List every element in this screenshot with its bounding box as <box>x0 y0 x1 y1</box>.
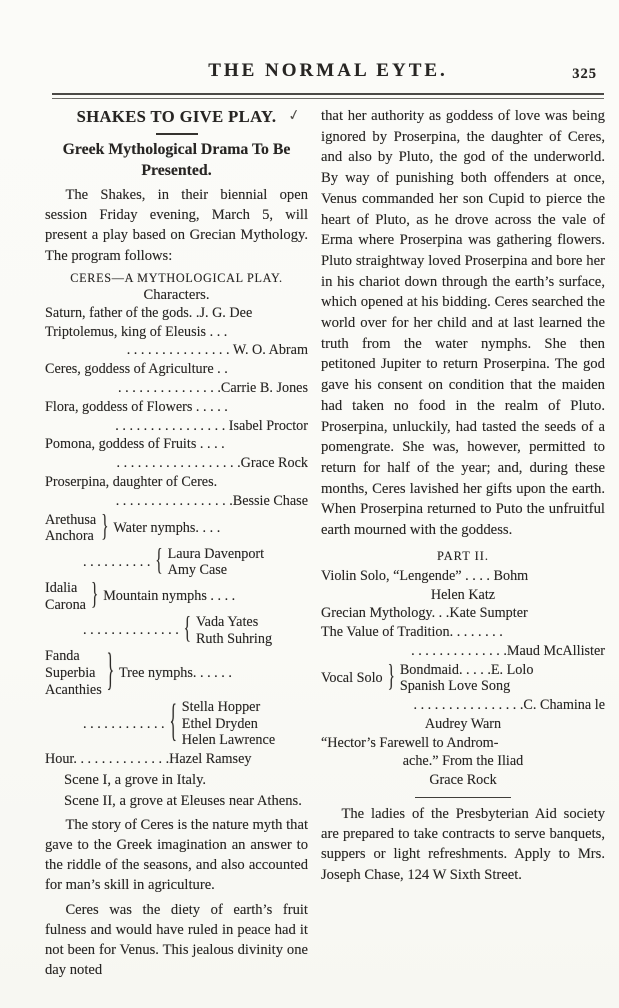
hector-line-1: “Hector’s Farewell to Androm- <box>321 734 499 751</box>
cast-line-flora: Flora, goddess of Flowers . . . . . <box>45 398 228 415</box>
article-subheadline-line1: Greek Mythological Drama To Be <box>62 141 291 158</box>
brace-icon: { <box>183 613 191 647</box>
right-column <box>321 104 605 980</box>
mountain-nymphs-group <box>45 580 308 613</box>
tradition-line: The Value of Tradition. . . . . . . . <box>321 624 503 641</box>
section-divider-rule <box>415 797 511 798</box>
publication-title: THE NORMAL EYTE. <box>208 60 448 81</box>
actor-name: Ethel Dryden <box>181 715 258 732</box>
water-nymphs-group <box>45 512 308 545</box>
cast-line-abram: . . . . . . . . . . . . . . . W. O. Abram <box>126 342 308 359</box>
vocal-composer: . . . . . . . . . . . . . . . .C. Chamina le <box>413 696 605 713</box>
vocal-performer: Audrey Warn <box>424 715 502 732</box>
cast-list <box>45 304 308 769</box>
tree-nymphs-names <box>45 648 102 698</box>
leader-dots: . . . . . . . . . . . . . . <box>83 622 179 639</box>
violin-solo-line: Violin Solo, “Lengende” . . . . Bohm <box>321 567 529 584</box>
cast-line-hour: Hour. . . . . . . . . . . . . .Hazel Ramsey <box>45 750 252 767</box>
continuation-paragraph: that her authority as goddess of love was being ignored by Proserpina, the daughter of Ceres, and also by Pluto, the god of the underworld. By way of punishing both offenders at once, Venus commanded her son Cupid to pierce the heart of Pluto, as he drove across the vale of Erma where Proserpina was gathering flowers. Pluto straightway loved Proserpina and bore her in his chariot down through the earth’s surface, which opened at his bidding. Ceres searched the world over for her child and at last learned the truth from the water nymphs. She then petitoned Jupiter to return Proserpina. The god gave his consent on condition that the maiden had taken no food in the realm of Pluto. Proserpina, unluckily, had tasted the seeds of a pomengrate. She was, however, permitted to return for half of the year; and, during these months, Ceres lavished her gifts upon the earth. When Proserpina returned to Puto the unfruitful earth mourned with the goddess. <box>321 108 605 539</box>
cast-line-ceres: Ceres, goddess of Agriculture . . <box>45 361 228 378</box>
masthead <box>50 60 606 82</box>
water-nymphs-label: Water nymphs. . . . <box>113 519 221 536</box>
cast-line-rock: . . . . . . . . . . . . . . . . . .Grace Rock <box>116 455 308 472</box>
brace-icon: } <box>101 510 109 544</box>
tree-nymph-name: Superbia <box>45 664 96 681</box>
tree-nymphs-group <box>45 648 308 698</box>
intro-paragraph: The Shakes, in their biennial open session Friday evening, March 5, will present a play based on Grecian Mythology. The program follows: <box>45 187 308 264</box>
tree-nymph-name: Fanda <box>45 648 80 665</box>
song-title: Bondmaid. . . . .E. Lolo <box>399 661 534 678</box>
vocal-solo-songs <box>400 662 534 695</box>
characters-heading: Characters. <box>143 286 210 303</box>
headline-rule <box>156 133 198 135</box>
grecian-mythology-line: Grecian Mythology. . .Kate Sumpter <box>321 605 528 622</box>
brace-icon: { <box>155 544 163 578</box>
cast-line-saturn: Saturn, father of the gods. .J. G. Dee <box>45 304 253 321</box>
story-paragraph: The story of Ceres is the nature myth that gave to the Greek imagination an answer to the riddle of the seasons, and also accounted for man’s skill in agriculture. <box>45 816 308 894</box>
cast-line-chase: . . . . . . . . . . . . . . . . .Bessie Chase <box>115 492 308 509</box>
mountain-nymphs-actors <box>196 614 272 647</box>
water-nymphs-names <box>45 512 96 545</box>
mountain-nymphs-label: Mountain nymphs . . . . <box>103 588 236 605</box>
article-columns <box>45 104 605 980</box>
cast-line-jones: . . . . . . . . . . . . . . .Carrie B. Jones <box>118 380 308 396</box>
tradition-performer: . . . . . . . . . . . . . .Maud McAllister <box>411 642 605 659</box>
brace-icon: { <box>169 698 177 747</box>
hector-line-2: ache.” From the Iliad <box>402 753 524 770</box>
pencil-checkmark-icon: ✓ <box>286 106 303 126</box>
ceres-paragraph: Ceres was the diety of earth’s fruit fulness and would have ruled in peace had it not been for Venus. This jealous divinity one day noted <box>45 901 308 979</box>
water-nymphs-cast <box>83 546 308 579</box>
water-nymph-name: Anchora <box>45 528 94 545</box>
mountain-nymph-name: Idalia <box>45 579 78 596</box>
article-subheadline-line2: Presented. <box>141 162 212 179</box>
cast-line-proserpina: Proserpina, daughter of Ceres. <box>45 473 218 490</box>
tree-nymphs-cast <box>83 699 308 749</box>
actor-name: Amy Case <box>167 562 228 579</box>
leader-dots: . . . . . . . . . . . . <box>83 715 165 732</box>
scene-two: Scene II, a grove at Eleuses near Athens. <box>63 792 302 809</box>
tree-nymph-name: Acanthies <box>45 681 102 698</box>
actor-name: Ruth Suhring <box>195 630 273 647</box>
song-title: Spanish Love Song <box>399 678 511 695</box>
masthead-rule <box>52 93 604 99</box>
actor-name: Vada Yates <box>195 614 259 631</box>
actor-name: Laura Davenport <box>167 545 265 562</box>
left-column <box>45 104 308 980</box>
program-part-two <box>321 567 605 790</box>
cast-line-proctor: . . . . . . . . . . . . . . . . Isabel Proctor <box>115 417 308 434</box>
brace-icon: } <box>387 660 395 694</box>
cast-line-pomona: Pomona, goddess of Fruits . . . . <box>45 436 225 453</box>
brace-icon: } <box>106 647 114 696</box>
notice-paragraph: The ladies of the Presbyterian Aid society are prepared to take contracts to serve banquets, suppers or light refreshments. Apply to Mrs. Joseph Chase, 124 W Sixth Street. <box>321 805 605 883</box>
leader-dots: . . . . . . . . . . <box>83 553 151 570</box>
tree-nymphs-actors <box>182 699 275 749</box>
brace-icon: } <box>90 579 99 612</box>
page-number: 325 <box>572 66 597 82</box>
mountain-nymphs-cast <box>83 614 308 647</box>
actor-name: Helen Lawrence <box>181 732 276 749</box>
actor-name: Stella Hopper <box>181 699 261 716</box>
vocal-solo-label: Vocal Solo <box>321 669 383 686</box>
mountain-nymphs-names <box>45 580 86 613</box>
water-nymphs-actors <box>168 546 265 579</box>
article-headline: SHAKES TO GIVE PLAY. <box>76 107 277 126</box>
mountain-nymph-name: Carona <box>45 596 86 613</box>
hector-performer: Grace Rock <box>429 772 497 789</box>
scene-one: Scene I, a grove in Italy. <box>63 771 207 788</box>
cast-line-triptolemus: Triptolemus, king of Eleusis . . . <box>45 323 228 340</box>
vocal-solo-group <box>321 662 605 695</box>
tree-nymphs-label: Tree nymphs. . . . . . <box>118 664 232 681</box>
water-nymph-name: Arethusa <box>45 511 97 528</box>
violin-performer: Helen Katz <box>430 586 496 603</box>
part-two-heading: PART II. <box>436 548 489 563</box>
play-title: CERES—A MYTHOLOGICAL PLAY. <box>70 270 283 285</box>
